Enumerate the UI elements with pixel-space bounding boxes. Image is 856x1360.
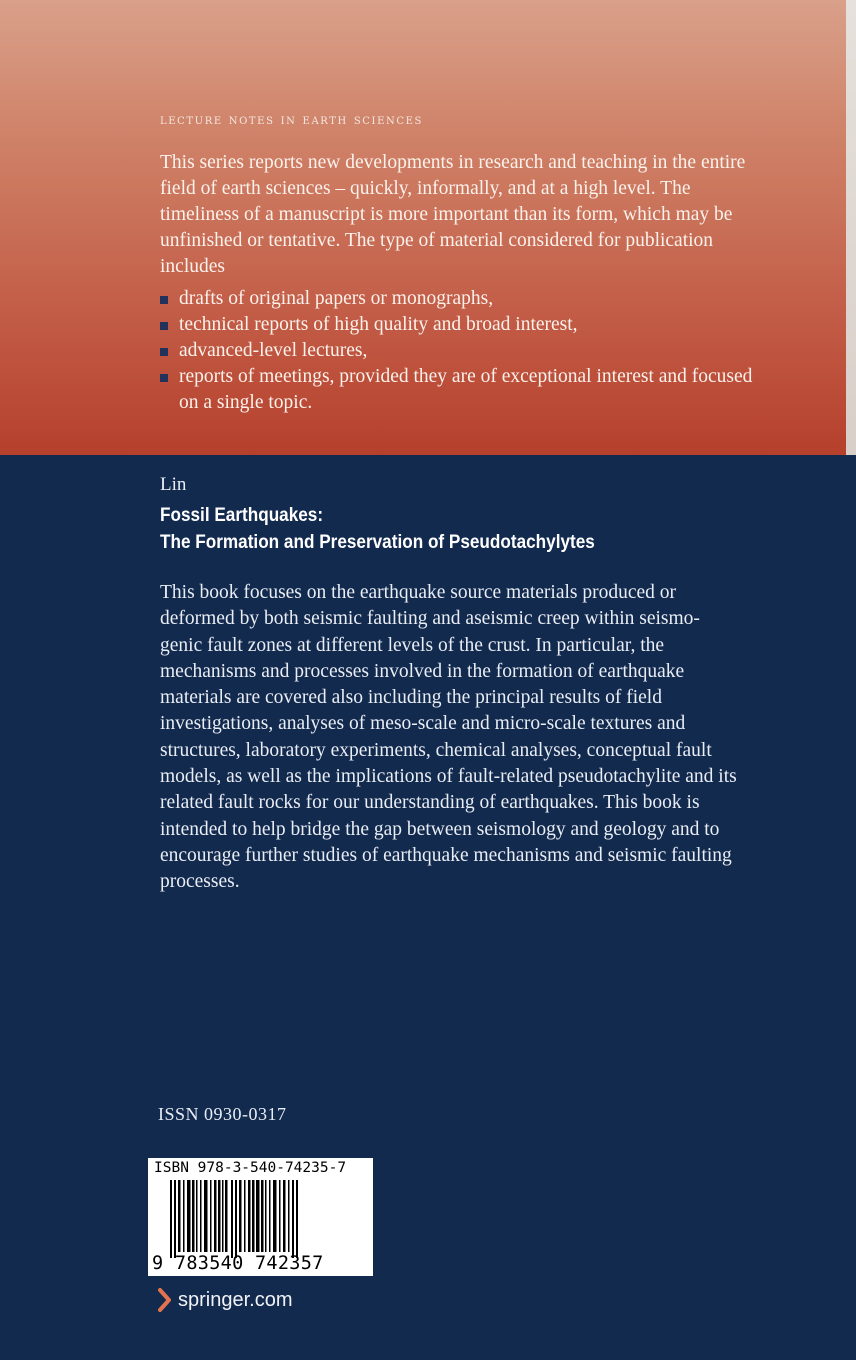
cover-edge xyxy=(846,0,856,455)
book-title-line-1: Fossil Earthquakes: xyxy=(160,504,324,526)
barcode-bar xyxy=(183,1180,185,1252)
list-item-text: advanced-level lectures, xyxy=(179,340,368,361)
barcode-guard-bar xyxy=(170,1180,172,1258)
barcode-bar xyxy=(256,1180,260,1252)
barcode-bar xyxy=(288,1180,290,1252)
barcode-bar xyxy=(187,1180,191,1252)
barcode-bar xyxy=(283,1180,286,1252)
isbn-barcode xyxy=(148,1158,373,1276)
barcode-bar xyxy=(218,1180,221,1252)
barcode-bar xyxy=(269,1180,271,1252)
isbn-label: ISBN 978-3-540-74235-7 xyxy=(154,1160,347,1176)
book-description: This book focuses on the earthquake source materials produced or deformed by both seismic faulting and aseismic creep within seismo-genic fault zones at different levels of the crust. In particular, the mechanisms and processes involved in the formation of earthquake materials are covered also including the principal results of field investigations, analyses of meso-scale and micro-scale textures and structures, laboratory experiments, chemical analyses, conceptual fault models, as well as the implications of fault-related pseudotachylite and its related fault rocks for our understanding of earthquakes. This book is intended to help bridge the gap between seismology and geology and to encourage further studies of earthquake mechanisms and seismic faulting processes. xyxy=(160,582,737,893)
list-item xyxy=(160,338,760,364)
barcode-bar xyxy=(196,1180,198,1252)
book-title xyxy=(160,502,706,556)
barcode-bar xyxy=(244,1180,246,1252)
series-description: This series reports new developments in research and teaching in the entire field of earth sciences – quickly, informally, and at a high level. The timeliness of a manuscript is more important than its form, which may be unfinished or tentative. The type of material considered for publication includes xyxy=(160,152,746,277)
publisher-url[interactable]: springer.com xyxy=(178,1288,293,1311)
barcode-bar xyxy=(279,1180,281,1252)
list-item xyxy=(160,312,760,338)
publisher-link[interactable] xyxy=(158,1288,293,1312)
barcode-bar xyxy=(178,1180,181,1252)
author-name: Lin xyxy=(160,474,187,495)
barcode-digits: 9 783540 742357 xyxy=(152,1253,324,1274)
barcode-bar xyxy=(239,1180,242,1252)
barcode-bar xyxy=(252,1180,255,1252)
square-bullet-icon xyxy=(160,296,168,304)
material-list xyxy=(160,286,760,416)
issn-number: ISSN 0930-0317 xyxy=(158,1104,287,1124)
square-bullet-icon xyxy=(160,322,168,330)
barcode-bar xyxy=(214,1180,217,1252)
list-item-text: technical reports of high quality and broad interest, xyxy=(179,314,578,335)
barcode-bar xyxy=(222,1180,224,1252)
barcode-bar xyxy=(248,1180,251,1252)
list-item-text: reports of meetings, provided they are of exceptional interest and focused on a single topic. xyxy=(179,366,753,413)
list-item xyxy=(160,364,760,416)
list-item-text: drafts of original papers or monographs, xyxy=(179,288,494,309)
barcode-bar xyxy=(265,1180,267,1252)
barcode-guard-bar xyxy=(292,1180,294,1258)
barcode-bar xyxy=(210,1180,212,1252)
barcode-guard-bar xyxy=(296,1180,298,1258)
square-bullet-icon xyxy=(160,348,168,356)
barcode-bar xyxy=(200,1180,202,1252)
barcode-bar xyxy=(204,1180,208,1252)
list-item xyxy=(160,286,760,312)
book-title-line-2: The Formation and Preservation of Pseudotachylytes xyxy=(160,531,595,553)
chevron-right-icon xyxy=(158,1288,172,1312)
barcode-guard-bar xyxy=(174,1180,176,1258)
barcode-bar xyxy=(273,1180,277,1252)
barcode-bar xyxy=(192,1180,195,1252)
series-title: lecture notes in earth sciences xyxy=(160,112,423,128)
barcode-guard-bar xyxy=(235,1180,237,1258)
barcode-bar xyxy=(261,1180,264,1252)
barcode-bar xyxy=(225,1180,228,1252)
barcode-guard-bar xyxy=(231,1180,233,1258)
square-bullet-icon xyxy=(160,374,168,382)
